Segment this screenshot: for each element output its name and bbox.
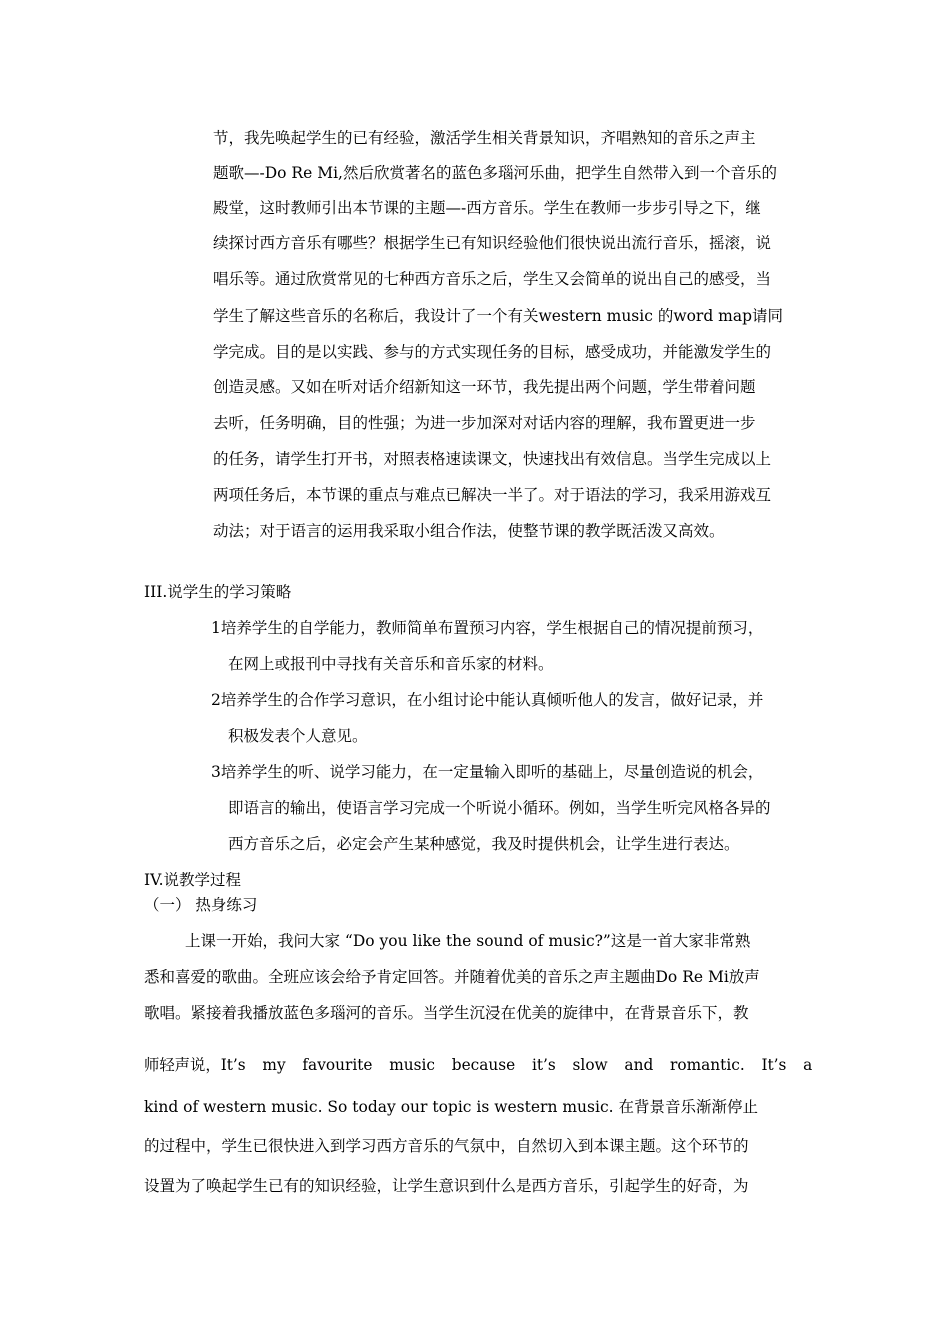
text-line: 续探讨西方音乐有哪些？根据学生已有知识经验他们很快说出流行音乐，摇滚，说: [213, 234, 772, 252]
text-line: 两项任务后，本节课的重点与难点已解决一半了。对于语法的学习，我采用游戏互: [213, 486, 772, 504]
text-line: 学生了解这些音乐的名称后，我设计了一个有关western music 的word map请同: [213, 307, 784, 325]
text-line: 的任务，请学生打开书，对照表格速读课文，快速找出有效信息。当学生完成以上: [213, 450, 772, 468]
text-line: 上课一开始，我问大家 “Do you like the sound of music?”这是一首大家非常熟: [185, 932, 751, 950]
text-line: kind of western music. So today our topic is western music. 在背景音乐渐渐停止: [144, 1098, 758, 1116]
text-line: 在网上或报刊中寻找有关音乐和音乐家的材料。: [228, 655, 554, 673]
text-line: 师轻声说，It’s my favourite music because it’s slow and romantic. It’s a: [144, 1056, 813, 1074]
section-heading-teaching-process: IV.说教学过程: [144, 871, 242, 889]
text-line: 3培养学生的听、说学习能力，在一定量输入即听的基础上，尽量创造说的机会，: [211, 763, 764, 781]
text-line: 去听，任务明确，目的性强；为进一步加深对对话内容的理解，我布置更进一步: [213, 414, 756, 432]
text-line: 唱乐等。通过欣赏常见的七种西方音乐之后，学生又会简单的说出自己的感受，当: [213, 270, 772, 288]
text-line: 歌唱。紧接着我播放蓝色多瑙河的音乐。当学生沉浸在优美的旋律中，在背景音乐下，教: [144, 1004, 749, 1022]
text-line: 1培养学生的自学能力，教师简单布置预习内容，学生根据自己的情况提前预习，: [211, 619, 764, 637]
text-line: 即语言的输出，使语言学习完成一个听说小循环。例如，当学生听完风格各异的: [228, 799, 771, 817]
text-line: 设置为了唤起学生已有的知识经验，让学生意识到什么是西方音乐，引起学生的好奇，为: [144, 1177, 749, 1195]
text-line: 西方音乐之后，必定会产生某种感觉，我及时提供机会，让学生进行表达。: [228, 835, 740, 853]
section-heading-learning-strategy: III.说学生的学习策略: [144, 583, 292, 601]
text-line: 2培养学生的合作学习意识，在小组讨论中能认真倾听他人的发言，做好记录，并: [211, 691, 764, 709]
text-line: 节，我先唤起学生的已有经验，激活学生相关背景知识，齐唱熟知的音乐之声主: [213, 129, 756, 147]
subsection-heading-warm-up: （一） 热身练习: [144, 896, 258, 914]
text-line: 的过程中，学生已很快进入到学习西方音乐的气氛中，自然切入到本课主题。这个环节的: [144, 1137, 749, 1155]
text-line: 学完成。目的是以实践、参与的方式实现任务的目标，感受成功，并能激发学生的: [213, 343, 772, 361]
text-line: 殿堂，这时教师引出本节课的主题—-西方音乐。学生在教师一步步引导之下，继: [213, 199, 761, 217]
text-line: 题歌—-Do Re Mi,然后欣赏著名的蓝色多瑙河乐曲，把学生自然带入到一个音乐的: [213, 164, 777, 182]
text-line: 悉和喜爱的歌曲。全班应该会给予肯定回答。并随着优美的音乐之声主题曲Do Re Mi放声: [144, 968, 760, 986]
text-line: 创造灵感。又如在听对话介绍新知这一环节，我先提出两个问题，学生带着问题: [213, 378, 756, 396]
text-line: 积极发表个人意见。: [228, 727, 368, 745]
text-line: 动法；对于语言的运用我采取小组合作法，使整节课的教学既活泼又高效。: [213, 522, 725, 540]
